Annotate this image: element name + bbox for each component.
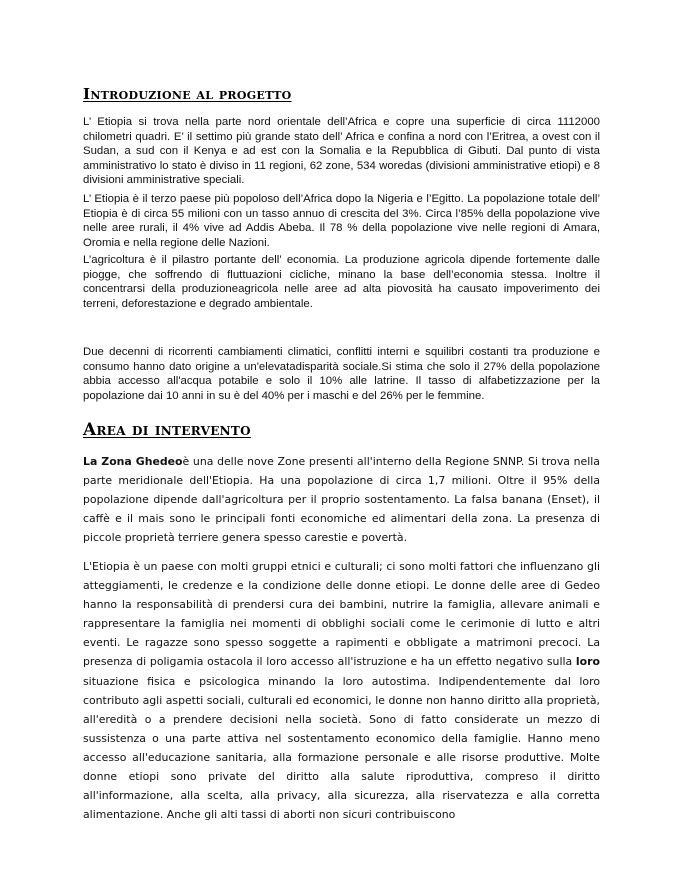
- section-heading-introduzione: Introduzione al progetto: [83, 85, 292, 103]
- paragraph-text: è una delle nove Zone presenti all'interno della Regione SNNP. Si trova nella parte meridionale dell'Etiopia. Ha una popolazione di circa 1,7 milioni. Oltre il 95% della popolazione dipende dall'agricoltura per il proprio sostentamento. La falsa banana (Enset), il caffè e il mais sono le principali fonti economiche ed alimentari della zona. La presenza di piccole proprietà terriere genera spesso carestie e povertà.: [83, 455, 600, 545]
- paragraph: L’agricoltura è il pilastro portante dell’ economia. La produzione agricola dipende fortemente dalle piogge, che soffrendo di fluttuazioni cicliche, minano la base dell’economia stessa. Inoltre il concentrarsi della produzioneagricola nelle aree ad alta piovosità ha causato impoverimento dei terreni, deforestazione e degrado ambientale.: [83, 254, 600, 310]
- paragraph-donne-etiopi: [83, 557, 600, 824]
- paragraph-text: situazione fisica e psicologica minando la loro autostima. Indipendentemente dal loro contributo agli aspetti sociali, culturali ed economici, le donne non hanno diritto alla proprietà, all'eredità o a prendere decisioni nella società. Sono di fatto considerate un mezzo di sussistenza o una parte attiva nel sostentamento economico della famiglie. Hanno meno accesso all'educazione sanitaria, alla formazione personale e alle risorse produttive. Molte donne etiopi sono private del diritto alla salute riproduttiva, compreso il diritto all'informazione, alla scelta, alla privacy, alla sicurezza, alla riservatezza e alla corretta alimentazione. Anche gli alti tassi di aborti non sicuri contribuiscono: [83, 674, 600, 822]
- paragraph: L’ Etiopia si trova nella parte nord orientale dell’Africa e copre una superficie di circa 1112000 chilometri quadri. E’ il settimo più grande stato dell’ Africa e confina a nord con l’Eritrea, a ovest con il Sudan, a sud con il Kenya e ad est con la Somalia e la Repubblica di Gibuti. Dal punto di vista amministrativo lo stato è diviso in 11 regioni, 62 zone, 534 woredas (divisioni amministrative etiopi) e 8 divisioni amministrative speciali.: [83, 116, 600, 187]
- paragraph-zona-ghedeo: [83, 452, 600, 547]
- bold-term: La Zona Ghedeo: [83, 455, 183, 468]
- paragraph-text: L'Etiopia è un paese con molti gruppi etnici e culturali; ci sono molti fattori che influenzano gli atteggiamenti, le credenze e la condizione delle donne etiopi. Le donne delle aree di Gedeo hanno la responsabilità di prendersi cura dei bambini, nutrire la famiglia, allevare animali e rappresentare la famiglia nei momenti di obblighi sociali come le cerimonie di lutto e altri eventi. Le ragazze sono spesso soggette a rapimenti e obbligate a matrimoni precoci. La presenza di poligamia ostacola il loro accesso all'istruzione e ha un effetto negativo sulla: [83, 560, 600, 669]
- paragraph: L’ Etiopia è il terzo paese più popoloso dell’Africa dopo la Nigeria e l’Egitto. La popolazione totale dell’ Etiopia è di circa 55 milioni con un tasso annuo di crescita del 3%. Circa l’85% della popolazione vive nelle aree rurali, il 4% vive ad Addis Abeba. Il 78 % della popolazione vive nelle regioni di Amara, Oromia e nella regione delle Nazioni.: [83, 193, 600, 249]
- paragraph: Due decenni di ricorrenti cambiamenti climatici, conflitti interni e squilibri costanti tra produzione e consumo hanno dato origine a un'elevatadisparità sociale.Si stima che solo il 27% della popolazione abbia accesso all'acqua potabile e solo il 10% alle latrine. Il tasso di alfabetizzazione per la popolazione dai 10 anni in su è del 40% per i maschi e del 26% per le femmine.: [83, 346, 600, 402]
- section-heading-area-intervento: Area di intervento: [83, 420, 251, 440]
- bold-term: loro: [575, 655, 600, 669]
